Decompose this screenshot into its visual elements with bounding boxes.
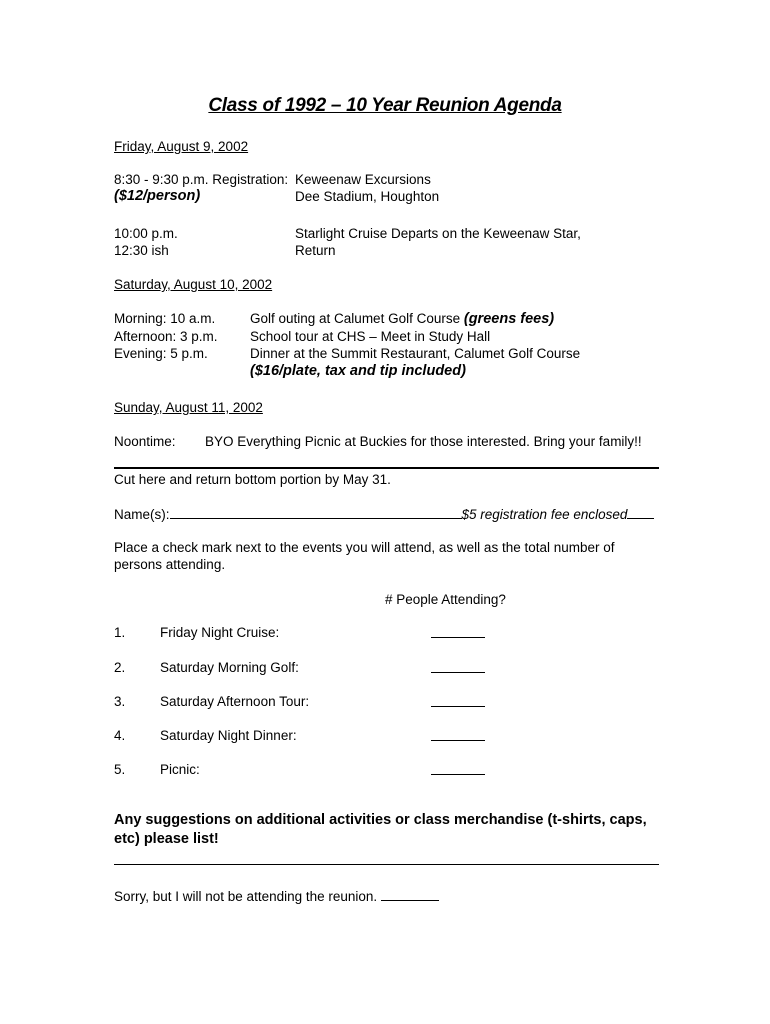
saturday-afternoon-time: Afternoon: 3 p.m. <box>114 329 218 344</box>
cut-instructions: Cut here and return bottom portion by May 31. <box>114 472 391 487</box>
event-number: 2. <box>114 660 126 675</box>
saturday-evening-event: Dinner at the Summit Restaurant, Calumet Golf Course <box>250 346 581 361</box>
friday-cruise-time: 10:00 p.m. <box>114 226 178 241</box>
saturday-afternoon-event: School tour at CHS – Meet in Study Hall <box>250 329 491 344</box>
cruise-attendance-field[interactable] <box>431 624 485 638</box>
event-number: 3. <box>114 694 126 709</box>
friday-heading: Friday, August 9, 2002 <box>114 139 249 154</box>
not-attending-text: Sorry, but I will not be attending the reunion. <box>114 889 378 904</box>
friday-cruise-return: Return <box>295 243 336 258</box>
saturday-morning-event <box>250 310 554 328</box>
name-field[interactable] <box>170 505 462 519</box>
event-label-picnic: Picnic: <box>160 762 200 777</box>
not-attending-row <box>114 887 439 905</box>
suggestions-line-2: etc) please list! <box>114 831 219 847</box>
event-number: 4. <box>114 728 126 743</box>
dinner-price-note: ($16/plate, tax and tip included) <box>250 363 466 379</box>
friday-registration-place: Keweenaw Excursions <box>295 172 431 187</box>
event-label-dinner: Saturday Night Dinner: <box>160 728 297 743</box>
not-attending-field[interactable] <box>381 887 439 901</box>
sunday-time: Noontime: <box>114 434 176 449</box>
sunday-event: BYO Everything Picnic at Buckies for those interested. Bring your family!! <box>205 434 642 449</box>
golf-attendance-field[interactable] <box>431 659 485 673</box>
friday-registration-location: Dee Stadium, Houghton <box>295 189 440 204</box>
friday-registration-price: ($12/person) <box>114 188 201 204</box>
saturday-evening-time: Evening: 5 p.m. <box>114 346 208 361</box>
people-attending-header: # People Attending? <box>385 592 506 607</box>
name-row <box>114 505 654 523</box>
page-title: Class of 1992 – 10 Year Reunion Agenda <box>208 95 562 116</box>
suggestions-field[interactable] <box>114 864 659 865</box>
event-label-cruise: Friday Night Cruise: <box>160 625 280 640</box>
fee-check-field[interactable] <box>627 505 654 519</box>
suggestions-line-1: Any suggestions on additional activities or class merchandise (t-shirts, caps, <box>114 812 647 828</box>
saturday-morning-time: Morning: 10 a.m. <box>114 311 216 326</box>
cut-line <box>114 467 659 469</box>
picnic-attendance-field[interactable] <box>431 761 485 775</box>
dinner-attendance-field[interactable] <box>431 727 485 741</box>
event-number: 1. <box>114 625 126 640</box>
event-label-tour: Saturday Afternoon Tour: <box>160 694 310 709</box>
golf-outing-text: Golf outing at Calumet Golf Course <box>250 311 461 326</box>
instructions-line-1: Place a check mark next to the events you will attend, as well as the total number of <box>114 540 615 555</box>
friday-cruise-event: Starlight Cruise Departs on the Keweenaw Star, <box>295 226 581 241</box>
event-number: 5. <box>114 762 126 777</box>
tour-attendance-field[interactable] <box>431 693 485 707</box>
greens-fees-note: (greens fees) <box>463 311 555 327</box>
sunday-heading: Sunday, August 11, 2002 <box>114 400 263 415</box>
instructions-line-2: persons attending. <box>114 557 226 572</box>
friday-registration-time: 8:30 - 9:30 p.m. Registration: <box>114 172 289 187</box>
saturday-heading: Saturday, August 10, 2002 <box>114 277 273 292</box>
registration-fee-text: $5 registration fee enclosed <box>461 507 628 522</box>
name-label: Name(s): <box>114 507 170 522</box>
event-label-golf: Saturday Morning Golf: <box>160 660 299 675</box>
friday-cruise-return-time: 12:30 ish <box>114 243 169 258</box>
